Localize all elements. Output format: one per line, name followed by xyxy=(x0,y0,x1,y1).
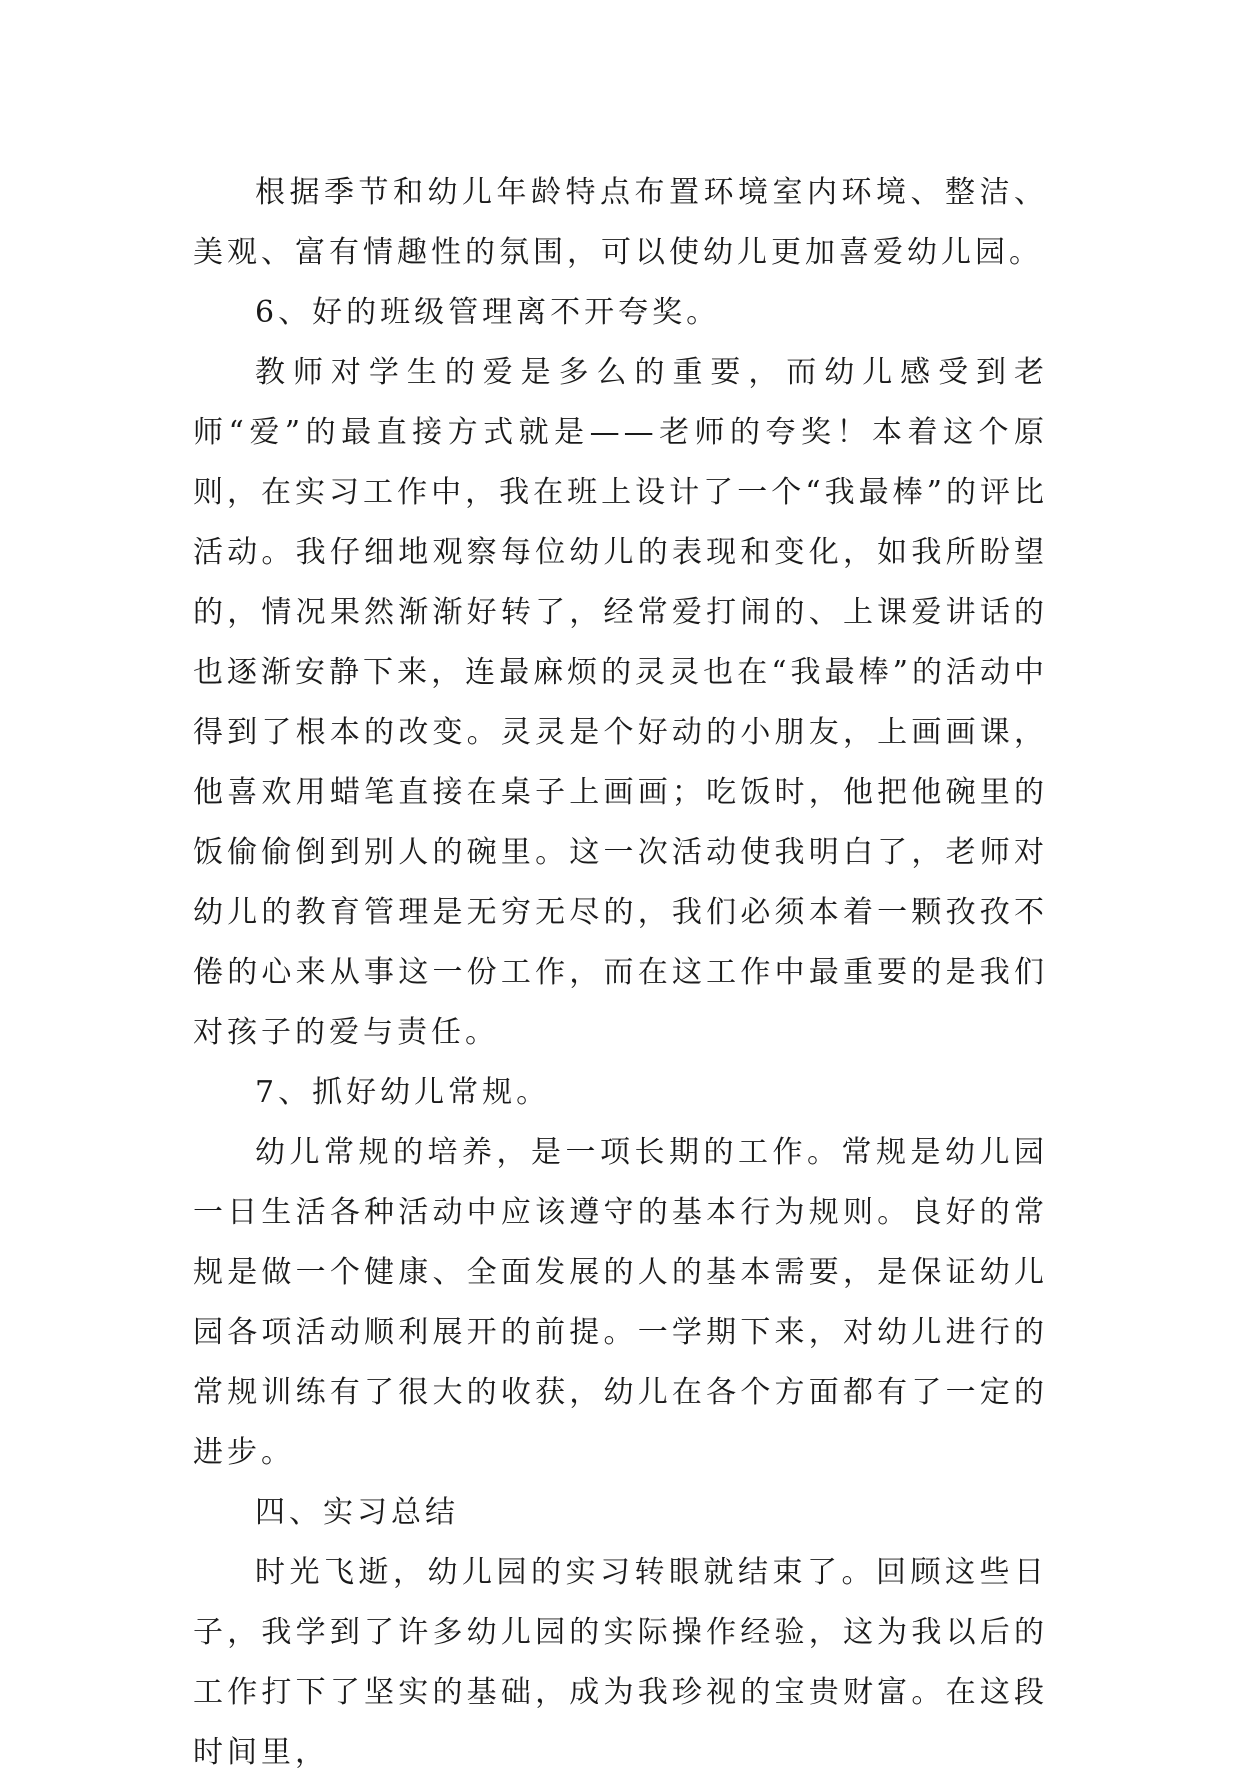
paragraph-summary: 时光飞逝，幼儿园的实习转眼就结束了。回顾这些日子，我学到了许多幼儿园的实际操作经验，这为我以后的工作打下了坚实的基础，成为我珍视的宝贵财富。在这段时间里， xyxy=(193,1555,1048,1770)
paragraph-praise: 教师对学生的爱是多么的重要，而幼儿感受到老师“爱”的最直接方式就是——老师的夸奖！本着这个原则，在实习工作中，我在班上设计了一个“我最棒”的评比活动。我仔细地观察每位幼儿的表现和变化，如我所盼望的，情况果然渐渐好转了，经常爱打闹的、上课爱讲话的也逐渐安静下来，连最麻烦的灵灵也在“我最棒”的活动中得到了根本的改变。灵灵是个好动的小朋友，上画画课，他喜欢用蜡笔直接在桌子上画画；吃饭时，他把他碗里的饭偷偷倒到别人的碗里。这一次活动使我明白了，老师对幼儿的教育管理是无穷无尽的，我们必须本着一颗孜孜不倦的心来从事这一份工作，而在这工作中最重要的是我们对孩子的爱与责任。 xyxy=(193,355,1048,1050)
paragraph-environment: 根据季节和幼儿年龄特点布置环境室内环境、整洁、美观、富有情趣性的氛围，可以使幼儿更加喜爱幼儿园。 xyxy=(193,175,1048,270)
paragraph-routine: 幼儿常规的培养，是一项长期的工作。常规是幼儿园一日生活各种活动中应该遵守的基本行为规则。良好的常规是做一个健康、全面发展的人的基本需要，是保证幼儿园各项活动顺利展开的前提。一学期下来，对幼儿进行的常规训练有了很大的收获，幼儿在各个方面都有了一定的进步。 xyxy=(193,1135,1048,1470)
document-body xyxy=(193,163,1048,1783)
heading-routine: 7、抓好幼儿常规。 xyxy=(255,1075,551,1110)
heading-internship-summary: 四、实习总结 xyxy=(255,1495,459,1530)
heading-class-management: 6、好的班级管理离不开夸奖。 xyxy=(255,295,721,330)
